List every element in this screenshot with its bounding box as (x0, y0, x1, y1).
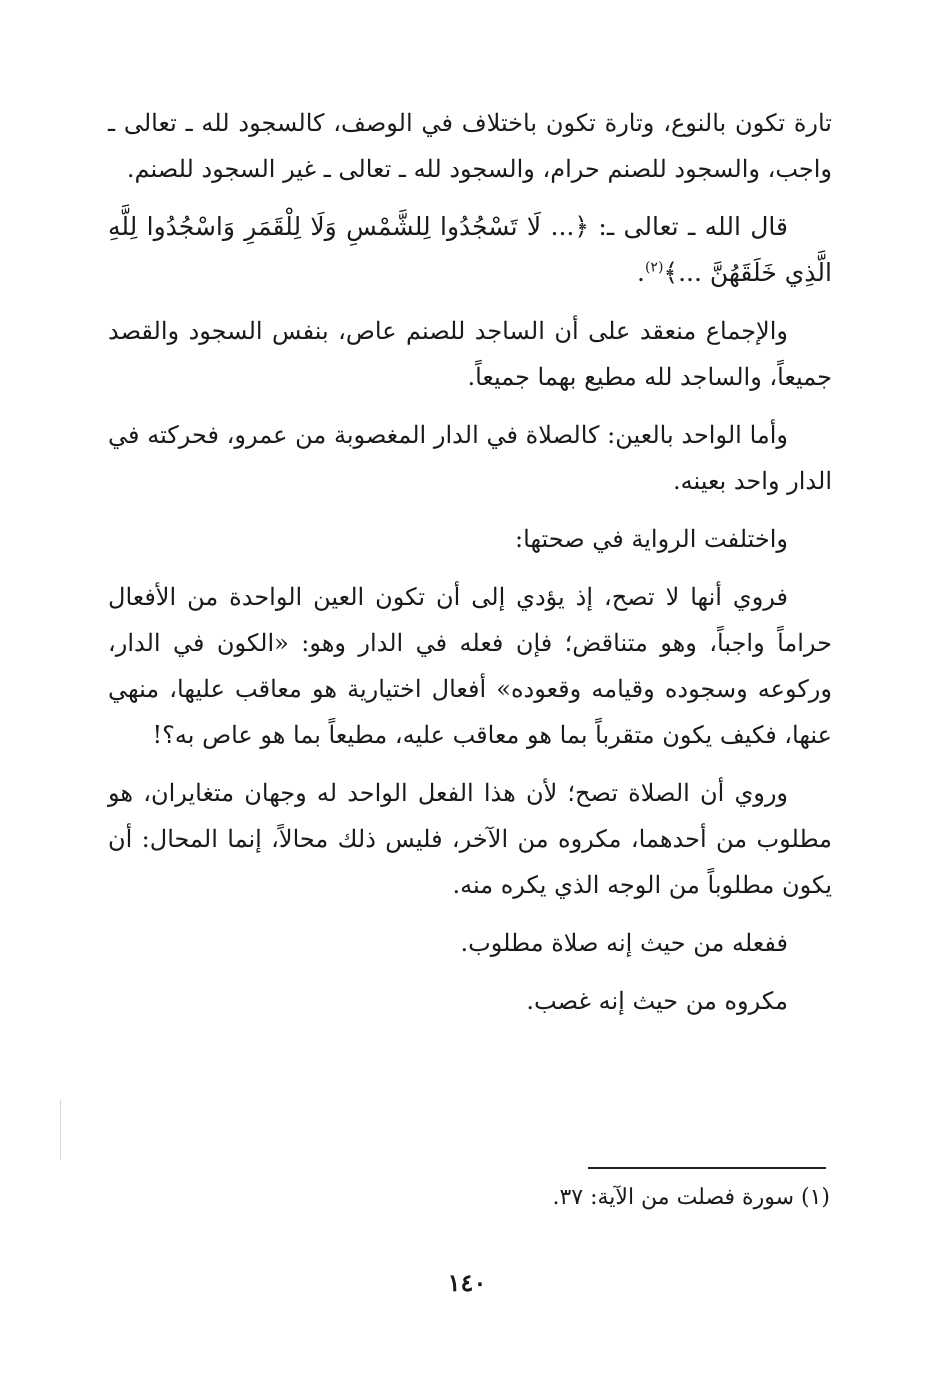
paragraph-8: ففعله من حيث إنه صلاة مطلوب. (460, 929, 788, 957)
paragraph-7: وروي أن الصلاة تصح؛ لأن هذا الفعل الواحد له وجهان متغايران، هو مطلوب من أحدهما، مكروه من الآخر، فليس ذلك محالاً، إنما المحال: أن يكون مطلوباً من الوجه الذي يكره منه. (108, 779, 832, 899)
page-number: ١٤٠ (447, 1268, 487, 1297)
paragraph-9: مكروه من حيث إنه غصب. (526, 987, 788, 1015)
paragraph-3: والإجماع منعقد على أن الساجد للصنم عاص، بنفس السجود والقصد جميعاً، والساجد لله مطيع بهما جميعاً. (108, 317, 832, 391)
page-edge-mark (60, 1100, 61, 1160)
page-body (108, 100, 832, 1036)
paragraph-5: واختلفت الرواية في صحتها: (515, 525, 788, 553)
quran-verse-paragraph (108, 204, 832, 296)
footnote-marker: (٢) (644, 259, 664, 276)
verse-end: . (637, 258, 645, 287)
footnote-separator (588, 1167, 826, 1169)
paragraph-4: وأما الواحد بالعين: كالصلاة في الدار المغصوبة من عمرو، فحركته في الدار واحد بعينه. (108, 421, 832, 495)
paragraph-1: تارة تكون بالنوع، وتارة تكون باختلاف في الوصف، كالسجود لله ـ تعالى ـ واجب، والسجود للصنم حرام، والسجود لله ـ تعالى ـ غير السجود للصنم. (108, 109, 832, 183)
quran-verse: قال الله ـ تعالى ـ: ﴿... لَا تَسْجُدُوا لِلشَّمْسِ وَلَا لِلْقَمَرِ وَاسْجُدُوا لِلَّهِ الَّذِي خَلَقَهُنَّ ...﴾ (108, 212, 832, 287)
footnote: (١) سورة فصلت من الآية: ٣٧. (552, 1185, 830, 1210)
paragraph-6: فروي أنها لا تصح، إذ يؤدي إلى أن تكون العين الواحدة من الأفعال حراماً واجباً، وهو متناقض؛ فإن فعله في الدار وهو: «الكون في الدار، وركوعه وسجوده وقيامه وقعوده» أفعال اختيارية هو معاقب عليها، منهي عنها، فكيف يكون متقرباً بما هو معاقب عليه، مطيعاً بما هو عاص به؟! (108, 583, 832, 749)
